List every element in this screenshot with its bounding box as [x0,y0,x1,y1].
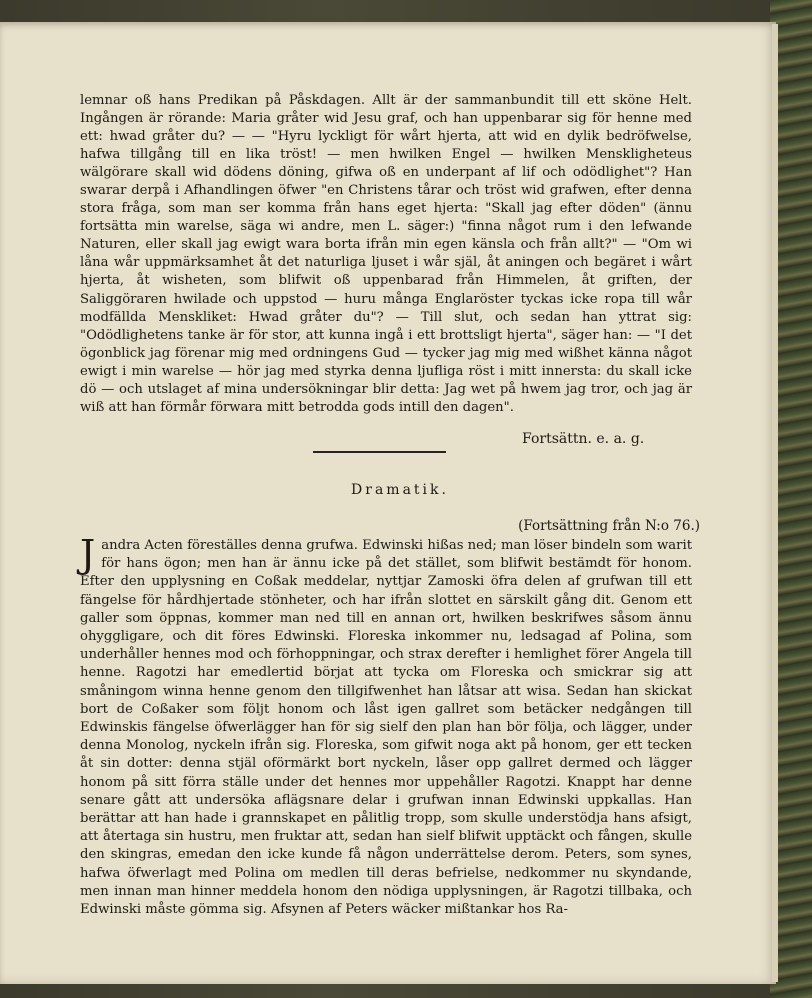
section-divider [313,451,446,453]
section-heading: Dramatik. [351,482,449,498]
second-paragraph-text: andra Acten föreställes denna grufwa. Edwinski hißas ned; man löser bindeln som warit för hans ögon; men han är ännu icke på det stället, som blifwit bestämdt för honom. Efter den upplysning en Coßak meddelar, nyttjar Zamoski öfra delen af grufwan till ett fängelse för hårdhjertade stönheter, och har ifrån slottet en särskilt gång dit. Genom ett galler som öppnas, kommer man ned till en annan ort, hwilken beskrifwes såsom ännu ohyggligare, och dit föres Edwinski. Floreska inkommer nu, ledsagad af Polina, som underhåller hennes mod och förhoppningar, och strax derefter i hemlighet förer Angela till henne. Ragotzi har emedlertid börjat att tycka om Floreska och smickrar sig att småningom winna henne genom den tillgifwenhet han låtsar att wisa. Sedan han skickat bort de Coßaker som följt honom och låst igen gallret som betäcker nedgången till Edwinskis fängelse öfwerlägger han för sig sielf den plan han bör följa, och lägger, under denna Monolog, nyckeln ifrån sig. Floreska, som gifwit noga akt på honom, ger ett tecken åt sin dotter: denna stjäl oförmärkt bort nyckeln, låser opp gallret dermed och lägger honom på sitt förra ställe under det hennes mor uppehåller Ragotzi. Knappt har denne senare gått att undersöka aflägsnare delar i grufwan innan Edwinski uppkallas. Han berättar att han hade i grannskapet en pålitlig tropp, som skulle understödja hans afsigt, att återtaga sin hustru, men fruktar att, sedan han sielf blifwit upptäckt och fången, skulle den skingras, emedan den icke kunde få någon underrättelse derom. Peters, som synes, hafwa öfwerlagt med Polina om medlen till deras befrielse, nedkommer nu skyndande, men innan man hinner meddela honom den nödiga upplysningen, är Ragotzi tillbaka, och Edwinski måste gömma sig. Afsynen af Peters wäcker mißtankar hos Ra- [80,538,692,918]
second-paragraph [80,532,692,919]
top-paragraph-text: lemnar oß hans Predikan på Påskdagen. Allt är der sammanbundit till ett sköne Helt. Ingången är rörande: Maria gråter wid Jesu graf, och han uppenbarar sig för henne med ett: hwad gråter du? — — "Hyru lyckligt för wårt hjerta, att wid en dylik bedröfwelse, hafwa tillgång till en lika tröst! — men hwilken Engel — hwilken Menskligheteus wälgörare skall wid dödens döning, gifwa oß en underpant af lif och odödlighet"? Han swarar derpå i Afhandlingen öfwer "en Christens tårar och tröst wid grafwen, efter denna stora fråga, som man ser komma från hans eget hjerta: "Skall jag efter döden" (ännu fortsätta min warelse, säga wi andre, men L. säger:) "finna något rum i den lefwande Naturen, eller skall jag ewigt wara borta ifrån min egen känsla och från allt?" — "Om wi låna wår uppmärksamhet åt det naturliga ljuset i wår själ, åt aningen och begäret i wårt hjerta, åt wisheten, som blifwit oß uppenbarad från Himmelen, åt griften, der Saliggöraren hwilade och uppstod — huru många Englaröster tyckas icke ropa till wår modfällda Menskliket: Hwad gråter du"? — Till slut, och sedan han yttrat sig: "Odödlighetens tanke är för stor, att kunna ingå i ett brottsligt hjerta", säger han: — "I det ögonblick jag förenar mig med ordningens Gud — tycker jag mig med wißhet känna något ewigt i min warelse — hör jag med styrka denna ljufliga röst i mitt innersta: du skall icke dö — och utslaget af mina undersökningar blir detta: Jag wet på hwem jag tror, och jag är wiß att han förmår förwara mitt betrodda gods intill den dagen". [80,93,692,415]
drop-cap: J [80,532,96,576]
page-edge [772,24,778,982]
attribution: Fortsättn. e. a. g. [522,431,645,447]
continuation-note: (Fortsättning från N:o 76.) [518,518,700,534]
top-paragraph [80,92,692,417]
